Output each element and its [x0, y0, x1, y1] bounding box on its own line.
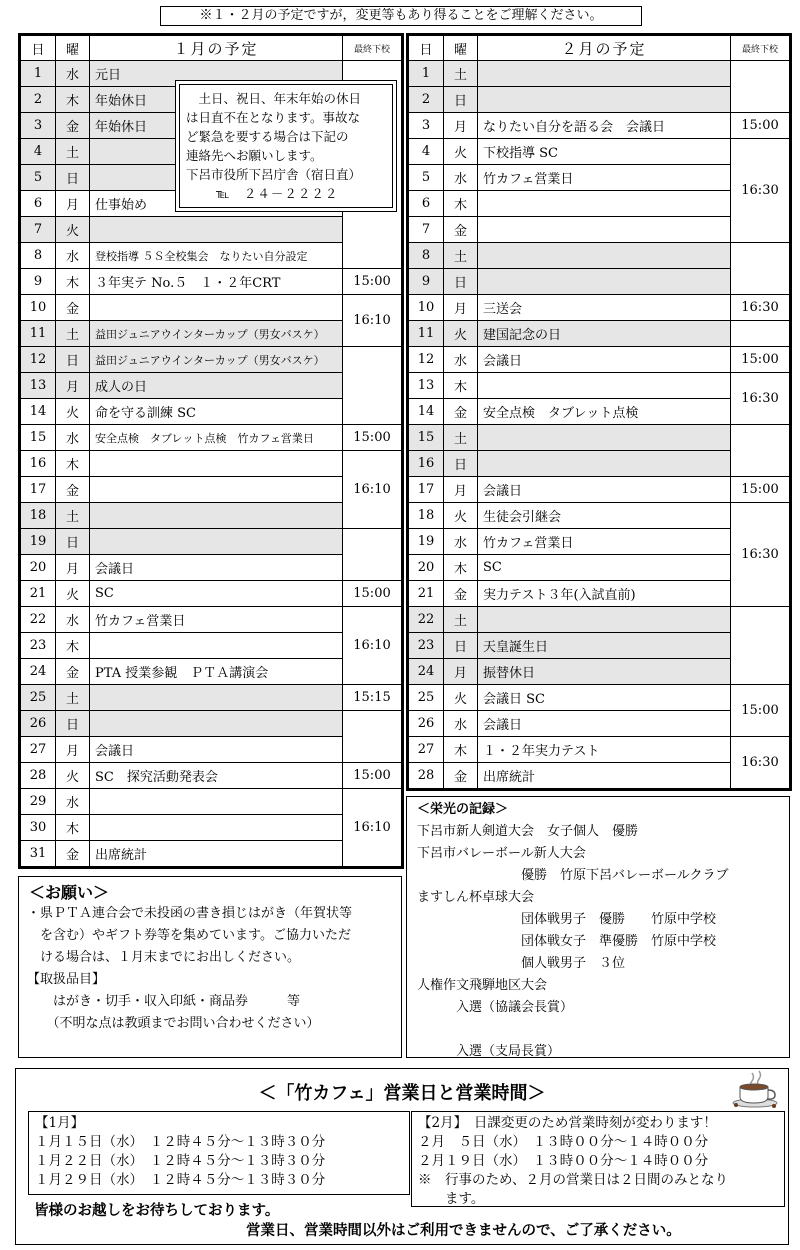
day-number: 17: [20, 477, 56, 503]
day-of-week: 木: [444, 373, 478, 399]
day-of-week: 日: [444, 269, 478, 295]
day-of-week: 日: [444, 451, 478, 477]
notice-line: は日直不在となります。事故な: [186, 110, 361, 125]
schedule-row: [20, 269, 403, 295]
day-number: 28: [20, 763, 56, 789]
schedule-row: [20, 789, 403, 815]
day-of-week: 月: [444, 477, 478, 503]
day-of-week: 水: [56, 425, 90, 451]
event-cell: 安全点検 タブレット点検 竹カフェ営業日: [90, 425, 343, 451]
event-cell: 会議日: [90, 555, 343, 581]
day-number: 28: [408, 763, 444, 790]
day-of-week: 金: [56, 841, 90, 868]
event-cell: 三送会: [478, 295, 731, 321]
day-of-week: 水: [444, 711, 478, 737]
january-title: １月の予定: [90, 35, 343, 61]
hours-notice: 営業日、営業時間以外はご利用できませんので、ご了承ください。: [246, 1222, 681, 1239]
event-cell: [90, 451, 343, 477]
day-of-week: 土: [56, 321, 90, 347]
last-dismissal-time: 15:00: [343, 581, 403, 607]
cafe-title: ＜「竹カフェ」営業日と営業時間＞: [258, 1083, 546, 1104]
cafe-line: 【1月】: [35, 1115, 85, 1131]
request-line: 【取扱品目】: [27, 972, 106, 987]
event-cell: SC: [478, 555, 731, 581]
day-of-week: 火: [56, 217, 90, 243]
achievement-line: ますしん杯卓球大会: [417, 890, 535, 905]
day-number: 8: [408, 243, 444, 269]
day-number: 2: [408, 87, 444, 113]
february-cafe-hours: [411, 1111, 785, 1207]
day-number: 23: [408, 633, 444, 659]
last-dismissal-time: 15:00: [343, 763, 403, 789]
request-line: を含む）やギフト券等を集めています。ご協力いただ: [27, 928, 351, 943]
day-number: 10: [408, 295, 444, 321]
request-line: （不明な点は教頭までお問い合わせください）: [27, 1016, 320, 1031]
request-line: ・県ＰＴＡ連合会で未投函の書き損じはがき（年賀状等: [27, 906, 353, 921]
day-number: 7: [408, 217, 444, 243]
event-cell: 出席統計: [90, 841, 343, 868]
event-cell: 建国記念の日: [478, 321, 731, 347]
last-dismissal-time: [731, 321, 791, 347]
last-dismissal-time: 16:10: [343, 295, 403, 347]
day-of-week: 日: [56, 347, 90, 373]
achievement-line: 入選（協議会長賞）: [417, 1000, 574, 1015]
day-number: 3: [408, 113, 444, 139]
event-cell: [90, 711, 343, 737]
day-number: 7: [20, 217, 56, 243]
event-cell: [478, 61, 731, 87]
cafe-line: １月１５日（水） １２時４５分～１３時３０分: [35, 1134, 326, 1150]
event-cell: [478, 217, 731, 243]
day-of-week: 木: [56, 451, 90, 477]
day-number: 27: [20, 737, 56, 763]
day-number: 15: [20, 425, 56, 451]
day-number: 18: [20, 503, 56, 529]
last-dismissal-header: 最終下校: [731, 35, 791, 61]
day-of-week: 月: [56, 373, 90, 399]
february-schedule-table: [406, 33, 792, 791]
event-cell: [478, 607, 731, 633]
event-cell: 益田ジュニアウインターカップ（男女バスケ）: [90, 321, 343, 347]
last-dismissal-time: [731, 243, 791, 295]
achievement-line: [407, 1019, 789, 1041]
last-dismissal-time: [731, 607, 791, 685]
day-of-week: 月: [56, 737, 90, 763]
schedule-row: [20, 607, 403, 633]
day-number: 24: [408, 659, 444, 685]
cafe-section: [15, 1068, 789, 1245]
day-of-week: 火: [444, 685, 478, 711]
last-dismissal-time: [731, 61, 791, 113]
day-of-week: 木: [56, 87, 90, 113]
day-of-week: 火: [56, 581, 90, 607]
last-dismissal-time: 15:00: [343, 425, 403, 451]
schedule-row: [20, 295, 403, 321]
day-of-week: 火: [444, 139, 478, 165]
day-of-week: 土: [56, 139, 90, 165]
day-number: 1: [408, 61, 444, 87]
day-number: 29: [20, 789, 56, 815]
day-number: 11: [20, 321, 56, 347]
event-cell: 会議日 SC: [478, 685, 731, 711]
day-number: 11: [408, 321, 444, 347]
day-number: 15: [408, 425, 444, 451]
event-cell: [90, 217, 343, 243]
event-cell: [478, 269, 731, 295]
event-cell: 登校指導 ５Ｓ全校集会 なりたい自分設定: [90, 243, 343, 269]
achievement-line: 個人戦男子 ３位: [417, 956, 626, 971]
event-cell: [90, 295, 343, 321]
day-of-week: 月: [56, 191, 90, 217]
january-cafe-hours: [28, 1111, 410, 1195]
day-number: 8: [20, 243, 56, 269]
notice-banner: ※１・２月の予定ですが，変更等もあり得ることをご理解ください。: [160, 6, 642, 26]
day-of-week: 日: [56, 165, 90, 191]
schedule-row: [20, 685, 403, 711]
event-cell: [90, 477, 343, 503]
day-number: 22: [20, 607, 56, 633]
day-number: 4: [408, 139, 444, 165]
achievement-line: 団体戦男子 優勝 竹原中学校: [417, 912, 717, 927]
schedule-row: [20, 347, 403, 373]
day-of-week: 火: [444, 503, 478, 529]
day-number: 19: [408, 529, 444, 555]
notice-line: 土日、祝日、年末年始の休日: [186, 91, 362, 106]
day-of-week: 水: [56, 607, 90, 633]
notice-line: 下呂市役所下呂庁舎（宿日直）: [186, 167, 362, 182]
day-of-week: 日: [444, 87, 478, 113]
day-number: 9: [20, 269, 56, 295]
day-of-week: 木: [444, 191, 478, 217]
day-number: 9: [408, 269, 444, 295]
schedule-row: [408, 607, 791, 633]
last-dismissal-time: 16:10: [343, 607, 403, 685]
day-number: 14: [20, 399, 56, 425]
day-number: 20: [408, 555, 444, 581]
event-cell: 生徒会引継会: [478, 503, 731, 529]
day-of-week: 金: [444, 763, 478, 790]
phone-number: ℡ ２４－２２２２: [216, 186, 339, 201]
schedule-row: [20, 711, 403, 737]
day-number: 16: [408, 451, 444, 477]
day-of-week: 金: [56, 113, 90, 139]
event-cell: 会議日: [90, 737, 343, 763]
day-of-week: 土: [56, 685, 90, 711]
day-header: 日: [408, 35, 444, 61]
day-number: 5: [20, 165, 56, 191]
event-cell: 益田ジュニアウインターカップ（男女バスケ）: [90, 347, 343, 373]
day-number: 25: [408, 685, 444, 711]
day-number: 19: [20, 529, 56, 555]
schedule-row: [408, 243, 791, 269]
day-of-week: 金: [444, 581, 478, 607]
achievement-line: 優勝 竹原下呂バレーボールクラブ: [417, 868, 729, 883]
day-header: 日: [20, 35, 56, 61]
day-of-week: 土: [444, 607, 478, 633]
day-of-week: 木: [56, 633, 90, 659]
event-cell: 元日: [90, 61, 343, 87]
day-number: 25: [20, 685, 56, 711]
event-cell: SC 探究活動発表会: [90, 763, 343, 789]
event-cell: 下校指導 SC: [478, 139, 731, 165]
day-of-week: 水: [444, 347, 478, 373]
event-cell: 天皇誕生日: [478, 633, 731, 659]
notice-line: 連絡先へお願いします。: [186, 148, 323, 163]
last-dismissal-time: 16:10: [343, 789, 403, 868]
request-line: ける場合は、１月末までにお出しください。: [27, 950, 301, 965]
event-cell: 仕事始め: [90, 191, 343, 217]
event-cell: 命を守る訓練 SC: [90, 399, 343, 425]
event-cell: [90, 529, 343, 555]
day-of-week: 水: [56, 61, 90, 87]
cafe-line: １月２９日（水） １２時４５分～１３時３０分: [35, 1172, 326, 1188]
last-dismissal-time: 15:00: [731, 113, 791, 139]
day-number: 27: [408, 737, 444, 763]
day-number: 14: [408, 399, 444, 425]
day-number: 21: [20, 581, 56, 607]
notice-line: ど緊急を要する場合は下記の: [186, 129, 349, 144]
day-number: 22: [408, 607, 444, 633]
event-cell: 会議日: [478, 477, 731, 503]
day-of-week: 金: [444, 399, 478, 425]
day-of-week: 木: [56, 815, 90, 841]
event-cell: 年始休日: [90, 87, 343, 113]
schedule-row: [20, 581, 403, 607]
schedule-row: [20, 529, 403, 555]
cafe-line: ２月 ５日（水） １３時００分～１４時００分: [418, 1134, 709, 1150]
event-cell: ３年実テ No.５ １・２年CRT: [90, 269, 343, 295]
day-number: 26: [408, 711, 444, 737]
day-number: 18: [408, 503, 444, 529]
event-cell: [90, 815, 343, 841]
day-number: 13: [408, 373, 444, 399]
day-of-week: 日: [56, 711, 90, 737]
last-dismissal-time: 16:30: [731, 139, 791, 243]
event-cell: [90, 789, 343, 815]
day-number: 16: [20, 451, 56, 477]
schedule-row: [20, 451, 403, 477]
cafe-line: １月２２日（水） １２時４５分～１３時３０分: [35, 1153, 326, 1169]
event-cell: 成人の日: [90, 373, 343, 399]
last-dismissal-time: 15:00: [731, 477, 791, 503]
day-of-week: 火: [56, 399, 90, 425]
event-cell: なりたい自分を語る会 会議日: [478, 113, 731, 139]
day-of-week: 土: [444, 61, 478, 87]
day-of-week: 金: [56, 295, 90, 321]
schedule-row: [408, 477, 791, 503]
request-line: はがき・切手・収入印紙・商品券 等: [27, 994, 301, 1009]
request-box: [18, 876, 402, 1058]
last-dismissal-time: 16:10: [343, 451, 403, 529]
last-dismissal-time: 15:00: [343, 269, 403, 295]
day-of-week: 木: [56, 269, 90, 295]
day-of-week: 土: [444, 243, 478, 269]
schedule-row: [408, 113, 791, 139]
last-dismissal-time: [343, 529, 403, 581]
event-cell: 竹カフェ営業日: [478, 529, 731, 555]
day-number: 17: [408, 477, 444, 503]
schedule-row: [408, 373, 791, 399]
day-of-week: 月: [444, 659, 478, 685]
achievements-title: ＜栄光の記録＞: [417, 802, 509, 817]
schedule-row: [408, 503, 791, 529]
cafe-line: ます。: [418, 1191, 485, 1207]
achievement-line: 下呂市バレーボール新人大会: [417, 846, 586, 861]
day-of-week: 月: [56, 555, 90, 581]
day-number: 31: [20, 841, 56, 868]
last-dismissal-time: 16:30: [731, 373, 791, 425]
event-cell: １・２年実力テスト: [478, 737, 731, 763]
event-cell: PTA 授業参観 ＰＴＡ講演会: [90, 659, 343, 685]
achievement-line: 下呂市新人剣道大会 女子個人 優勝: [417, 824, 639, 839]
day-of-week: 金: [56, 477, 90, 503]
event-cell: [478, 373, 731, 399]
event-cell: [90, 503, 343, 529]
event-cell: [478, 243, 731, 269]
day-number: 13: [20, 373, 56, 399]
cafe-line: ２月１９日（水） １３時００分～１４時００分: [418, 1153, 709, 1169]
day-of-week: 木: [444, 555, 478, 581]
schedule-row: [408, 139, 791, 165]
day-number: 6: [20, 191, 56, 217]
last-dismissal-time: 16:30: [731, 295, 791, 321]
last-dismissal-time: [731, 425, 791, 477]
achievement-line: 人権作文飛騨地区大会: [417, 978, 548, 993]
day-of-week: 金: [444, 217, 478, 243]
day-of-week: 水: [56, 243, 90, 269]
welcome-message: 皆様のお越しをお待ちしております。: [34, 1202, 280, 1219]
day-of-week: 火: [56, 763, 90, 789]
event-cell: 竹カフェ営業日: [478, 165, 731, 191]
day-number: 3: [20, 113, 56, 139]
last-dismissal-time: 16:30: [731, 503, 791, 607]
schedule-row: [408, 321, 791, 347]
event-cell: 実力テスト３年(入試直前): [478, 581, 731, 607]
schedule-row: [408, 685, 791, 711]
day-of-week: 金: [56, 659, 90, 685]
schedule-row: [408, 61, 791, 87]
last-dismissal-header: 最終下校: [343, 35, 403, 61]
holiday-contact-notice: [175, 80, 397, 212]
last-dismissal-time: [343, 347, 403, 425]
day-number: 10: [20, 295, 56, 321]
event-cell: SC: [90, 581, 343, 607]
day-of-week: 水: [444, 165, 478, 191]
event-cell: 振替休日: [478, 659, 731, 685]
day-number: 4: [20, 139, 56, 165]
achievement-line: 団体戦女子 準優勝 竹原中学校: [417, 934, 717, 949]
schedule-row: [408, 295, 791, 321]
event-cell: 安全点検 タブレット点検: [478, 399, 731, 425]
achievement-line: 入選（支局長賞）: [417, 1044, 561, 1059]
event-cell: [478, 191, 731, 217]
schedule-row: [408, 737, 791, 763]
event-cell: 年始休日: [90, 113, 343, 139]
coffee-cup-icon: [730, 1069, 780, 1109]
event-cell: [478, 451, 731, 477]
day-number: 12: [20, 347, 56, 373]
day-of-week: 日: [56, 529, 90, 555]
event-cell: [90, 633, 343, 659]
event-cell: [478, 425, 731, 451]
cafe-line: ※ 行事のため、２月の営業日は２日間のみとなり: [418, 1172, 728, 1188]
schedule-row: [408, 425, 791, 451]
day-number: 2: [20, 87, 56, 113]
day-number: 30: [20, 815, 56, 841]
schedule-row: [20, 763, 403, 789]
dow-header: 曜: [56, 35, 90, 61]
february-title: ２月の予定: [478, 35, 731, 61]
day-of-week: 火: [444, 321, 478, 347]
event-cell: 出席統計: [478, 763, 731, 790]
day-number: 5: [408, 165, 444, 191]
day-of-week: 土: [56, 503, 90, 529]
day-of-week: 土: [444, 425, 478, 451]
last-dismissal-time: [343, 711, 403, 763]
request-title: ＜お願い＞: [29, 883, 110, 902]
day-number: 1: [20, 61, 56, 87]
last-dismissal-time: 16:30: [731, 737, 791, 790]
schedule-row: [20, 425, 403, 451]
event-cell: [478, 87, 731, 113]
day-number: 6: [408, 191, 444, 217]
day-of-week: 水: [444, 529, 478, 555]
day-of-week: 木: [444, 737, 478, 763]
event-cell: 会議日: [478, 347, 731, 373]
day-number: 24: [20, 659, 56, 685]
last-dismissal-time: 15:15: [343, 685, 403, 711]
day-number: 23: [20, 633, 56, 659]
day-number: 26: [20, 711, 56, 737]
day-number: 12: [408, 347, 444, 373]
event-cell: 会議日: [478, 711, 731, 737]
day-of-week: 水: [56, 789, 90, 815]
schedule-row: [408, 347, 791, 373]
last-dismissal-time: 15:00: [731, 347, 791, 373]
cafe-line: 【2月】 日課変更のため営業時刻が変わります！: [418, 1115, 717, 1131]
day-of-week: 日: [444, 633, 478, 659]
day-number: 20: [20, 555, 56, 581]
day-number: 21: [408, 581, 444, 607]
last-dismissal-time: 15:00: [731, 685, 791, 737]
dow-header: 曜: [444, 35, 478, 61]
day-of-week: 月: [444, 295, 478, 321]
achievements-box: [406, 796, 790, 1058]
event-cell: [90, 685, 343, 711]
event-cell: 竹カフェ営業日: [90, 607, 343, 633]
day-of-week: 月: [444, 113, 478, 139]
